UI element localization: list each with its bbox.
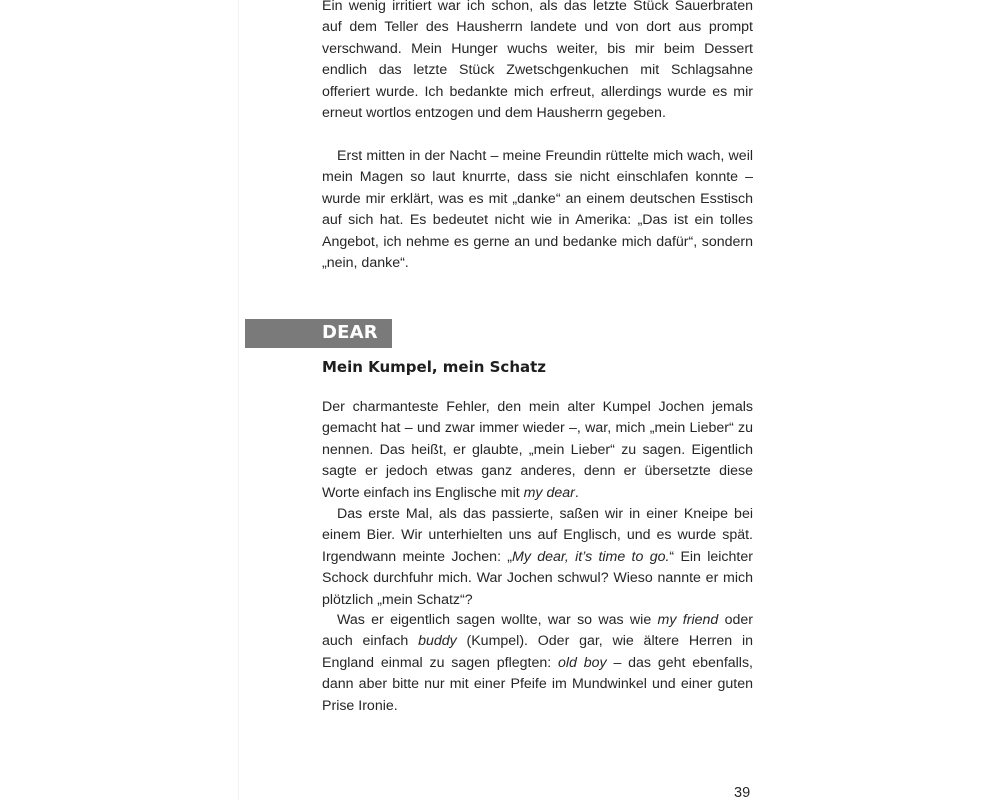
paragraph-text: . xyxy=(574,484,579,501)
paragraph-text: oder auch einfach xyxy=(322,612,753,650)
paragraph-text: “ Ein leichter Schock durchfuhr mich. War Jochen schwul? Wieso nannte er mich plötzlich „mein Schatz“? xyxy=(322,548,753,608)
section-label-bar xyxy=(245,319,392,348)
body-paragraph: Erst mitten in der Nacht – meine Freundin rüttelte mich wach, weil mein Magen so laut knurrte, dass sie nicht einschlafen konnte – wurde mir erklärt, was es mit „danke“ an einem deutschen Esstisch auf sich hat. Es bedeutet nicht wie in Amerika: „Das ist ein tolles Angebot, ich nehme es gerne an und bedanke mich dafür“, sondern „nein, danke“. xyxy=(322,148,753,272)
italic-phrase: old boy xyxy=(558,654,607,671)
section-label: DEAR xyxy=(322,322,378,343)
paragraph-text: (Kumpel). Oder gar, wie ältere Herren in England einmal zu sagen pflegten: xyxy=(322,633,753,671)
body-paragraph xyxy=(322,504,753,611)
italic-phrase: my friend xyxy=(657,612,719,628)
paragraph-text: Das erste Mal, als das passierte, saßen wir in einer Kneipe bei einem Bier. Wir unterhielten uns auf Englisch, und es wurde spät. Irgendwann meinte Jochen: „ xyxy=(322,506,753,565)
body-paragraph xyxy=(322,610,753,717)
paragraph-text: – das geht ebenfalls, dann aber bitte nur mit einer Pfeife im Mundwinkel und einer guten Prise Ironie. xyxy=(322,654,753,714)
page-number: 39 xyxy=(734,785,751,800)
paragraph-text: Der charmanteste Fehler, den mein alter Kumpel Jochen jemals gemacht hat – und zwar immer wieder –, war, mich „mein Lieber“ zu nennen. Das heißt, er glaubte, „mein Lieber“ zu sagen. Eigentlich sagte er jedoch etwas ganz anderes, denn er übersetzte diese Worte einfach ins Englische mit xyxy=(322,399,753,501)
page-edge-line xyxy=(238,0,239,800)
italic-phrase: buddy xyxy=(418,633,457,650)
body-paragraph: Ein wenig irritiert war ich schon, als das letzte Stück Sauerbraten auf dem Teller des Hausherrn landete und von dort aus prompt verschwand. Mein Hunger wuchs weiter, bis mir beim Dessert endlich das letzte Stück Zwetschgenkuchen mit Schlagsahne offeriert wurde. Ich bedankte mich erfreut, allerdings wurde es mir erneut wortlos entzogen und dem Hausherrn gegeben. xyxy=(322,0,753,122)
section-subtitle: Mein Kumpel, mein Schatz xyxy=(322,358,547,376)
body-paragraph xyxy=(322,397,753,504)
paragraph-text: Was er eigentlich sagen wollte, war so was wie xyxy=(337,612,658,628)
italic-phrase: my dear xyxy=(523,484,575,501)
italic-phrase: My dear, it’s time to go. xyxy=(512,548,670,565)
